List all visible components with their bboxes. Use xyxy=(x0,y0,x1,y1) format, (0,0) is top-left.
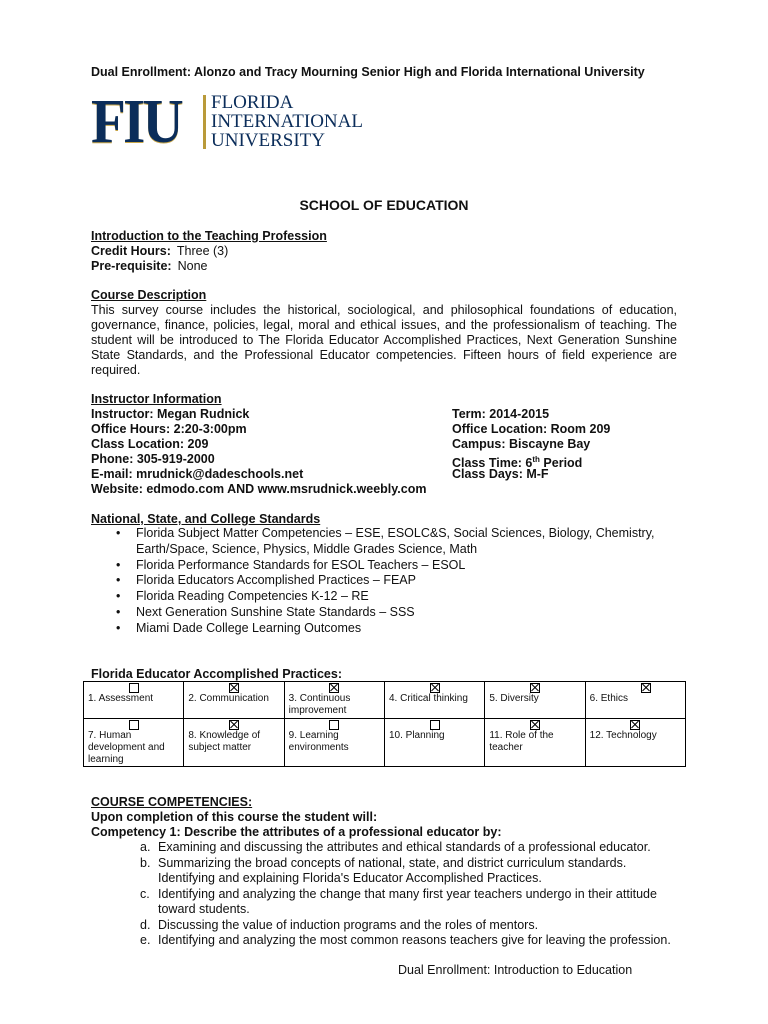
checkbox[interactable] xyxy=(129,683,139,693)
feap-cell xyxy=(284,719,384,767)
feap-cell xyxy=(184,682,284,719)
feap-cell xyxy=(84,719,184,767)
feap-cell xyxy=(384,682,484,719)
feap-cell xyxy=(284,682,384,719)
item-letter: d. xyxy=(140,917,151,932)
feap-cell xyxy=(84,682,184,719)
term: Term: 2014-2015 xyxy=(452,407,550,421)
list-item: • Miami Dade College Learning Outcomes xyxy=(91,621,691,637)
feap-cell xyxy=(485,719,585,767)
list-item xyxy=(140,918,671,934)
logo-text xyxy=(211,93,363,150)
website: Website: edmodo.com AND www.msrudnick.weebly.com xyxy=(91,482,427,496)
checkbox-checked[interactable] xyxy=(530,683,540,693)
list-item xyxy=(140,871,671,887)
feap-cell xyxy=(184,719,284,767)
item-letter: e. xyxy=(140,933,151,947)
item-text: toward students. xyxy=(158,902,250,916)
campus: Campus: Biscayne Bay xyxy=(452,437,591,451)
list-item: • Florida Reading Competencies K-12 – RE xyxy=(91,589,691,605)
checkbox-checked[interactable] xyxy=(229,683,239,693)
competency-list xyxy=(140,840,671,949)
logo-mark: FIU xyxy=(91,88,181,156)
phone: Phone: 305-919-2000 xyxy=(91,452,215,466)
logo-line-1: FLORIDA xyxy=(211,92,294,113)
item-text: Discussing the value of induction programs and the roles of mentors. xyxy=(158,917,539,932)
list-item xyxy=(140,887,671,903)
page-footer: Dual Enrollment: Introduction to Education xyxy=(398,963,633,977)
item-text: Examining and discussing the attributes and ethical standards of a professional educator. xyxy=(158,840,651,854)
office-location: Office Location: Room 209 xyxy=(452,422,611,436)
fiu-logo xyxy=(91,88,371,156)
feap-label: 4. Critical thinking xyxy=(388,693,468,704)
item-text: Identifying and analyzing the most common reasons teachers give for leaving the profession. xyxy=(158,933,671,947)
checkbox-checked[interactable] xyxy=(641,683,651,693)
standards-heading: National, State, and College Standards xyxy=(91,512,321,526)
school-title: SCHOOL OF EDUCATION xyxy=(299,197,469,213)
logo-line-3: UNIVERSITY xyxy=(211,130,325,151)
checkbox[interactable] xyxy=(329,720,339,730)
table-row xyxy=(84,682,686,719)
feap-label: 3. Continuous improvement xyxy=(288,693,351,716)
feap-label: 9. Learning environments xyxy=(288,730,349,753)
competency-1: Competency 1: Describe the attributes of a professional educator by: xyxy=(91,825,502,839)
standards-list xyxy=(91,526,691,637)
email: E-mail: mrudnick@dadeschools.net xyxy=(91,467,304,481)
feap-label: 10. Planning xyxy=(388,730,445,741)
item-text: Summarizing the broad concepts of national, state, and district curriculum standards. xyxy=(158,855,627,870)
list-item: • Next Generation Sunshine State Standards – SSS xyxy=(91,605,691,621)
feap-label: 8. Knowledge of subject matter xyxy=(188,730,261,753)
competencies-intro: Upon completion of this course the student will: xyxy=(91,810,378,824)
checkbox-checked[interactable] xyxy=(430,683,440,693)
credit-hours xyxy=(91,244,228,259)
logo-line-2: INTERNATIONAL xyxy=(211,111,363,132)
checkbox[interactable] xyxy=(430,720,440,730)
instructor-heading: Instructor Information xyxy=(91,392,222,406)
prereq-value: None xyxy=(177,259,208,273)
instructor-name: Instructor: Megan Rudnick xyxy=(91,407,250,421)
class-location: Class Location: 209 xyxy=(91,437,209,451)
course-title: Introduction to the Teaching Profession xyxy=(91,229,327,243)
feap-label: 6. Ethics xyxy=(589,693,628,704)
feap-label: 1. Assessment xyxy=(88,693,154,704)
checkbox-checked[interactable] xyxy=(329,683,339,693)
item-text: Identifying and explaining Florida's Educator Accomplished Practices. xyxy=(158,871,542,885)
list-item: • Florida Performance Standards for ESOL Teachers – ESOL xyxy=(91,558,691,574)
class-time-prefix: Class Time: 6 xyxy=(452,456,533,471)
feap-label: 11. Role of the teacher xyxy=(489,730,554,753)
list-item xyxy=(140,902,671,918)
list-item xyxy=(140,856,671,872)
office-hours: Office Hours: 2:20-3:00pm xyxy=(91,422,247,436)
item-letter: a. xyxy=(140,840,151,854)
feap-table xyxy=(83,681,686,767)
prerequisite xyxy=(91,259,207,274)
class-time-suffix: Period xyxy=(539,456,583,471)
list-item xyxy=(140,840,671,856)
class-days: Class Days: M-F xyxy=(452,467,549,481)
feap-cell xyxy=(384,719,484,767)
feap-cell xyxy=(485,682,585,719)
credit-label: Credit Hours: xyxy=(91,244,171,258)
document-header: Dual Enrollment: Alonzo and Tracy Mourning Senior High and Florida International University xyxy=(91,65,645,79)
checkbox[interactable] xyxy=(129,720,139,730)
course-description-heading: Course Description xyxy=(91,288,207,302)
list-item: • Florida Educators Accomplished Practices – FEAP xyxy=(91,573,691,589)
list-item xyxy=(140,933,671,949)
checkbox-checked[interactable] xyxy=(229,720,239,730)
feap-label: 2. Communication xyxy=(188,693,269,704)
checkbox-checked[interactable] xyxy=(530,720,540,730)
item-letter: b. xyxy=(140,855,151,870)
logo-divider xyxy=(203,95,206,149)
feap-cell xyxy=(585,719,685,767)
checkbox-checked[interactable] xyxy=(630,720,640,730)
table-row xyxy=(84,719,686,767)
item-letter: c. xyxy=(140,886,150,901)
item-text: Identifying and analyzing the change that many first year teachers undergo in their attitude xyxy=(158,886,657,901)
feap-label: 5. Diversity xyxy=(489,693,539,704)
class-time-sup: th xyxy=(532,455,540,464)
list-item: • Florida Subject Matter Competencies – ESE, ESOLC&S, Social Sciences, Biology, Chemistry, Earth/Space, Science, Physics, Middle Grades Science, Math xyxy=(91,526,691,558)
competencies-heading: COURSE COMPETENCIES: xyxy=(91,795,253,809)
feap-cell xyxy=(585,682,685,719)
feap-label: 12. Technology xyxy=(589,730,657,741)
feap-label: 7. Human development and learning xyxy=(88,730,165,765)
prereq-label: Pre-requisite: xyxy=(91,259,172,273)
course-description-text: This survey course includes the historical, sociological, and philosophical foundations of education, governance, finance, policies, legal, moral and ethical issues, and the professionalism of teaching. The student will be introduced to The Florida Educator Accomplished Practices, Next Generation Sunshine State Standards, and the Professional Educator competencies. Fifteen hours of field experience are required. xyxy=(91,303,677,377)
feap-heading: Florida Educator Accomplished Practices: xyxy=(91,667,342,681)
credit-value: Three (3) xyxy=(176,244,229,258)
